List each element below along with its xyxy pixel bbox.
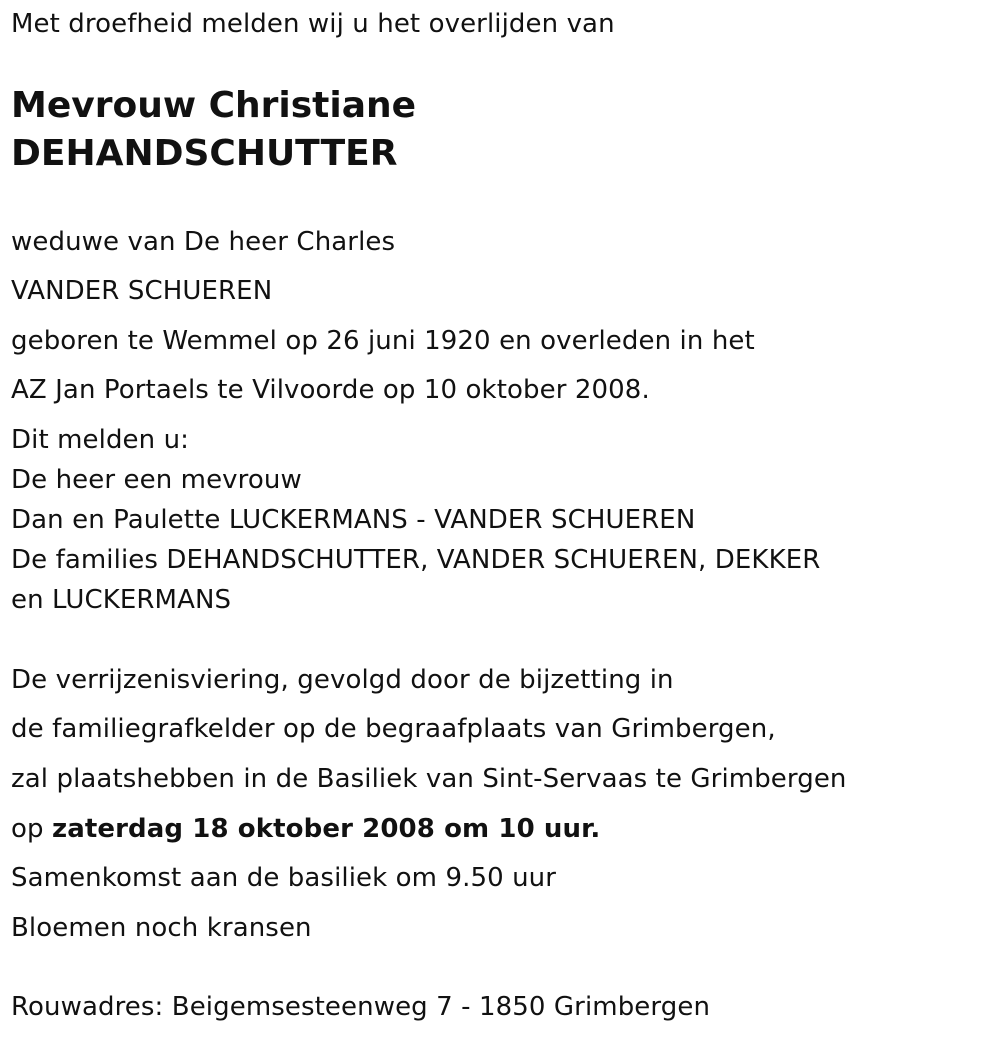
gathering-text: Samenkomst aan de basiliek om 9.50 uur [11,863,557,893]
intro-text: Met droefheid melden wij u het overlijden van [11,9,615,39]
announcers-heading: Dit melden u: [11,425,190,455]
birth-text: geboren te Wemmel op 26 juni 1920 en overleden in het [11,326,755,356]
service-date-line [11,814,600,844]
spouse-surname-text: VANDER SCHUEREN [11,276,273,306]
announcer-line: en LUCKERMANS [11,585,232,615]
mourning-address: Rouwadres: Beigemsesteenweg 7 - 1850 Grimbergen [11,992,711,1022]
announcer-line: De families DEHANDSCHUTTER, VANDER SCHUEREN, DEKKER [11,545,821,575]
announcer-line: Dan en Paulette LUCKERMANS - VANDER SCHUEREN [11,505,696,535]
service-text-line-3: zal plaatshebben in de Basiliek van Sint-Servaas te Grimbergen [11,764,847,794]
widow-of-text: weduwe van De heer Charles [11,227,396,257]
deceased-name-line-1: Mevrouw Christiane [11,85,417,126]
announcer-line: De heer een mevrouw [11,465,302,495]
flowers-text: Bloemen noch kransen [11,913,312,943]
death-text: AZ Jan Portaels te Vilvoorde op 10 oktober 2008. [11,375,650,405]
deceased-name-line-2: DEHANDSCHUTTER [11,133,398,174]
service-text-line-2: de familiegrafkelder op de begraafplaats van Grimbergen, [11,714,776,744]
service-text-line-1: De verrijzenisviering, gevolgd door de bijzetting in [11,665,674,695]
service-date-prefix: op [11,814,52,844]
service-date: zaterdag 18 oktober 2008 om 10 uur. [51,814,601,844]
